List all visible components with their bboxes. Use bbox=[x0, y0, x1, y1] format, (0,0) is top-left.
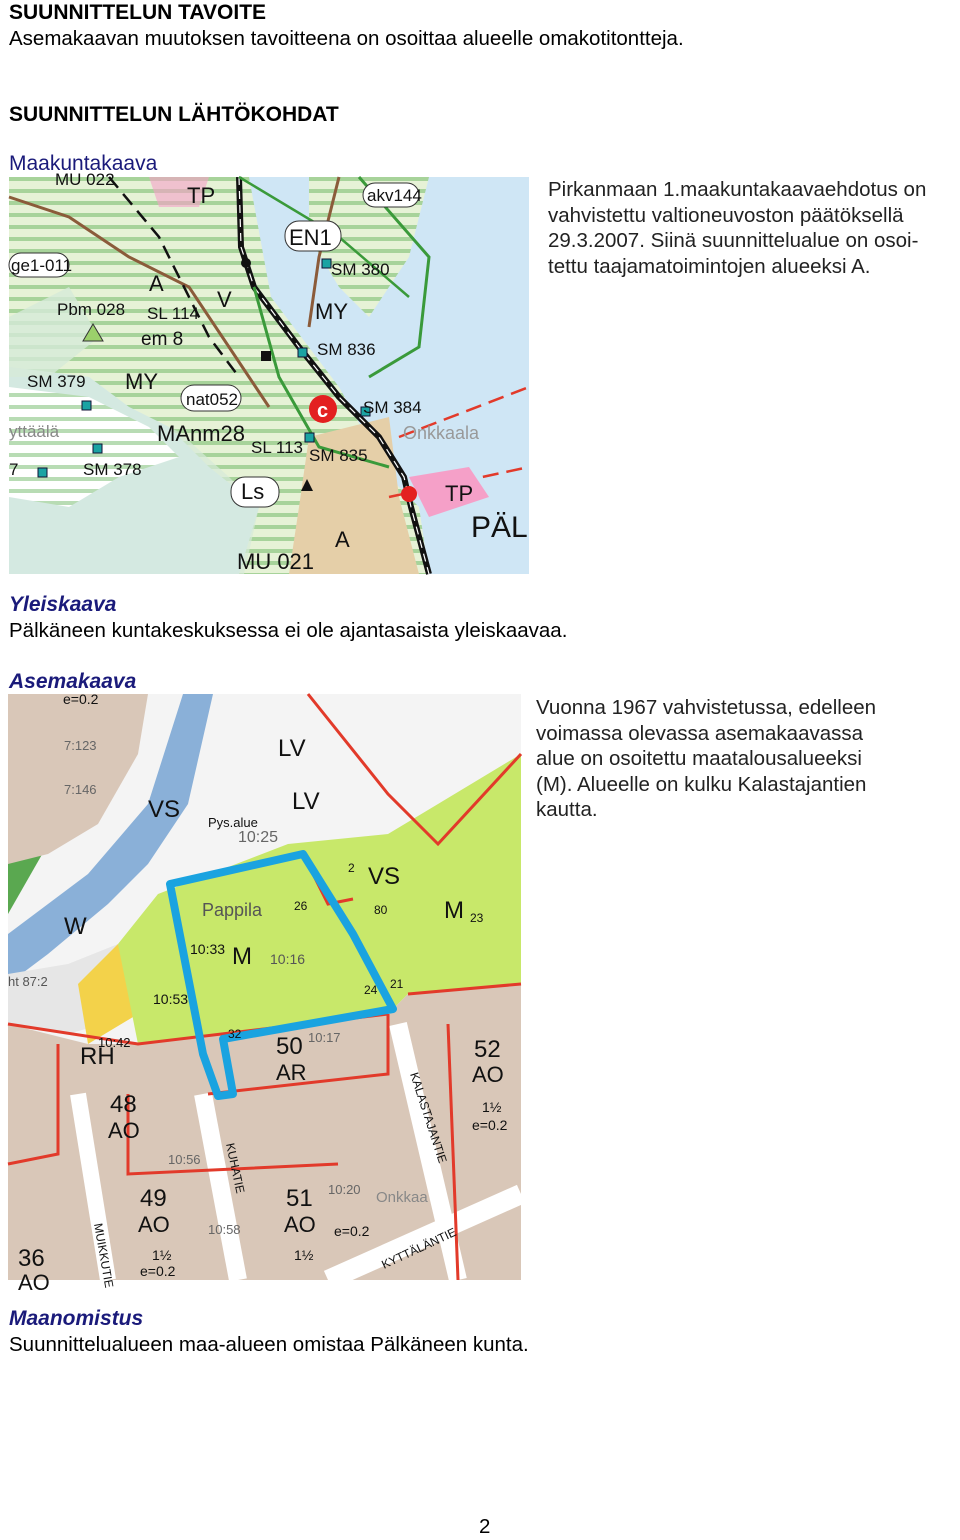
map1-label: SL 114 bbox=[147, 304, 199, 323]
map1-label: TP bbox=[187, 183, 216, 208]
map2-label: Pappila bbox=[202, 900, 263, 920]
map2-label: VS bbox=[368, 863, 401, 890]
map2-label: 1½ bbox=[482, 1099, 502, 1115]
map2-label: 51 bbox=[286, 1185, 313, 1212]
map2-label: 7:123 bbox=[64, 738, 97, 753]
map2-label: 26 bbox=[294, 899, 308, 913]
map2-label: 1½ bbox=[152, 1247, 172, 1263]
map2-label: 49 bbox=[140, 1185, 167, 1212]
detailed-plan-heading: Asemakaava bbox=[9, 670, 137, 693]
map2-label: e=0.2 bbox=[63, 691, 99, 707]
map2-label: 48 bbox=[110, 1091, 137, 1118]
map2-label: 10:56 bbox=[168, 1152, 201, 1167]
map1-label: SM 380 bbox=[331, 260, 390, 279]
master-plan-heading: Yleiskaava bbox=[9, 593, 117, 616]
map2-label: 36 bbox=[18, 1245, 45, 1272]
map2-label: Pys.alue bbox=[208, 815, 258, 830]
map2-label: M bbox=[444, 897, 464, 924]
map2-label: e=0.2 bbox=[334, 1223, 370, 1239]
detailed-plan-map bbox=[8, 691, 521, 1295]
map1-label: akv144 bbox=[367, 186, 422, 205]
map1-label: Pbm 028 bbox=[57, 300, 126, 319]
map2-label: AR bbox=[276, 1060, 307, 1085]
starting-points-heading: SUUNNITTELUN LÄHTÖKOHDAT bbox=[9, 103, 339, 126]
map2-label: 10:33 bbox=[190, 941, 226, 957]
map2-label: e=0.2 bbox=[140, 1263, 176, 1279]
map1-label: MY bbox=[125, 369, 158, 394]
map2-label: 10:58 bbox=[208, 1222, 241, 1237]
map2-label: W bbox=[64, 913, 87, 940]
regional-plan-heading: Maakuntakaava bbox=[9, 152, 158, 175]
regional-plan-map bbox=[9, 170, 529, 574]
map1-label: em 8 bbox=[141, 329, 184, 350]
map1-label: SM 384 bbox=[363, 398, 422, 417]
map1-label: MY bbox=[315, 299, 348, 324]
goal-text: Asemakaavan muutoksen tavoitteena on osoittaa alueelle omakotitontteja. bbox=[9, 27, 684, 50]
map1-label: ge1-011 bbox=[11, 256, 73, 275]
map1-label: SM 379 bbox=[27, 372, 86, 391]
map1-label: V bbox=[217, 287, 232, 312]
map1-label: SM 836 bbox=[317, 340, 376, 359]
map2-label: KUHATIE bbox=[223, 1141, 248, 1195]
map1-label: MU 021 bbox=[237, 549, 315, 574]
map2-label: 24 bbox=[364, 983, 378, 997]
map1-label: yttäälä bbox=[9, 422, 60, 441]
map2-label: LV bbox=[292, 788, 320, 815]
goal-heading: SUUNNITTELUN TAVOITE bbox=[9, 1, 267, 24]
map2-label: 10:42 bbox=[98, 1035, 131, 1050]
map1-label: nat052 bbox=[186, 390, 238, 409]
map2-label: 10:20 bbox=[328, 1182, 361, 1197]
map1-label: EN1 bbox=[289, 225, 332, 250]
map2-label: VS bbox=[148, 796, 181, 823]
map1-label: c bbox=[317, 400, 329, 422]
map2-label: 50 bbox=[276, 1033, 303, 1060]
land-ownership-heading: Maanomistus bbox=[9, 1307, 144, 1330]
map1-label: SL 113 bbox=[251, 438, 303, 457]
map2-label: AO bbox=[284, 1212, 316, 1237]
map2-label: AO bbox=[138, 1212, 170, 1237]
map2-label: RH bbox=[80, 1043, 115, 1070]
map2-label: 2 bbox=[348, 861, 355, 875]
regional-plan-text: Pirkanmaan 1.maakuntakaavaehdotus on vahvistettu valtioneuvoston päätöksellä 29.3.2007. Siinä suunnittelualue on osoi- tettu taajamatoimintojen alueeksi A. bbox=[548, 178, 927, 278]
map1-label: SM 378 bbox=[83, 460, 142, 479]
map2-label: ht 87:2 bbox=[8, 974, 48, 989]
map2-label: AO bbox=[472, 1062, 504, 1087]
map1-label: A bbox=[149, 271, 164, 296]
map1-label: A bbox=[335, 527, 350, 552]
map1-label: SM 835 bbox=[309, 446, 368, 465]
map2-label: KALASTAJANTIE bbox=[407, 1070, 450, 1165]
detailed-plan-text: Vuonna 1967 vahvistetussa, edelleen voimassa olevassa asemakaavassa alue on osoitettu maatalousalueeksi (M). Alueelle on kulku Kalastajantien kautta. bbox=[536, 696, 877, 821]
map1-label: MAnm28 bbox=[157, 421, 246, 446]
map2-label: 32 bbox=[228, 1027, 242, 1041]
map2-label: 21 bbox=[390, 977, 404, 991]
map2-label: AO bbox=[108, 1118, 140, 1143]
map2-label: LV bbox=[278, 735, 306, 762]
map2-label: 7:146 bbox=[64, 782, 97, 797]
map1-label: PÄL bbox=[471, 511, 528, 544]
map2-label: 10:17 bbox=[308, 1030, 341, 1045]
map2-label: 10:25 bbox=[238, 829, 279, 846]
map2-label: 10:16 bbox=[270, 951, 306, 967]
map2-label: KYTTÄLÄNTIE bbox=[379, 1224, 459, 1272]
map2-label: M bbox=[232, 943, 252, 970]
map2-label: Onkkaa bbox=[376, 1189, 428, 1206]
map2-label: 1½ bbox=[294, 1247, 314, 1263]
master-plan-text: Pälkäneen kuntakeskuksessa ei ole ajantasaista yleiskaavaa. bbox=[9, 619, 568, 642]
map2-label: AO bbox=[18, 1270, 50, 1295]
map2-label: 23 bbox=[470, 911, 484, 925]
map2-label: e=0.2 bbox=[472, 1117, 508, 1133]
map1-label: TP bbox=[445, 481, 474, 506]
map2-label: 52 bbox=[474, 1036, 501, 1063]
map2-label: 10:53 bbox=[153, 991, 189, 1007]
land-ownership-text: Suunnittelualueen maa-alueen omistaa Pälkäneen kunta. bbox=[9, 1333, 529, 1356]
page-number: 2 bbox=[479, 1515, 491, 1538]
map1-label: Ls bbox=[241, 479, 265, 504]
map2-label: MUIKKUTIE bbox=[91, 1222, 117, 1289]
map1-label: MU 022 bbox=[55, 170, 115, 189]
map2-label: 80 bbox=[374, 903, 388, 917]
map1-label: Onkkaala bbox=[403, 423, 480, 443]
map1-label: 7 bbox=[9, 460, 19, 479]
